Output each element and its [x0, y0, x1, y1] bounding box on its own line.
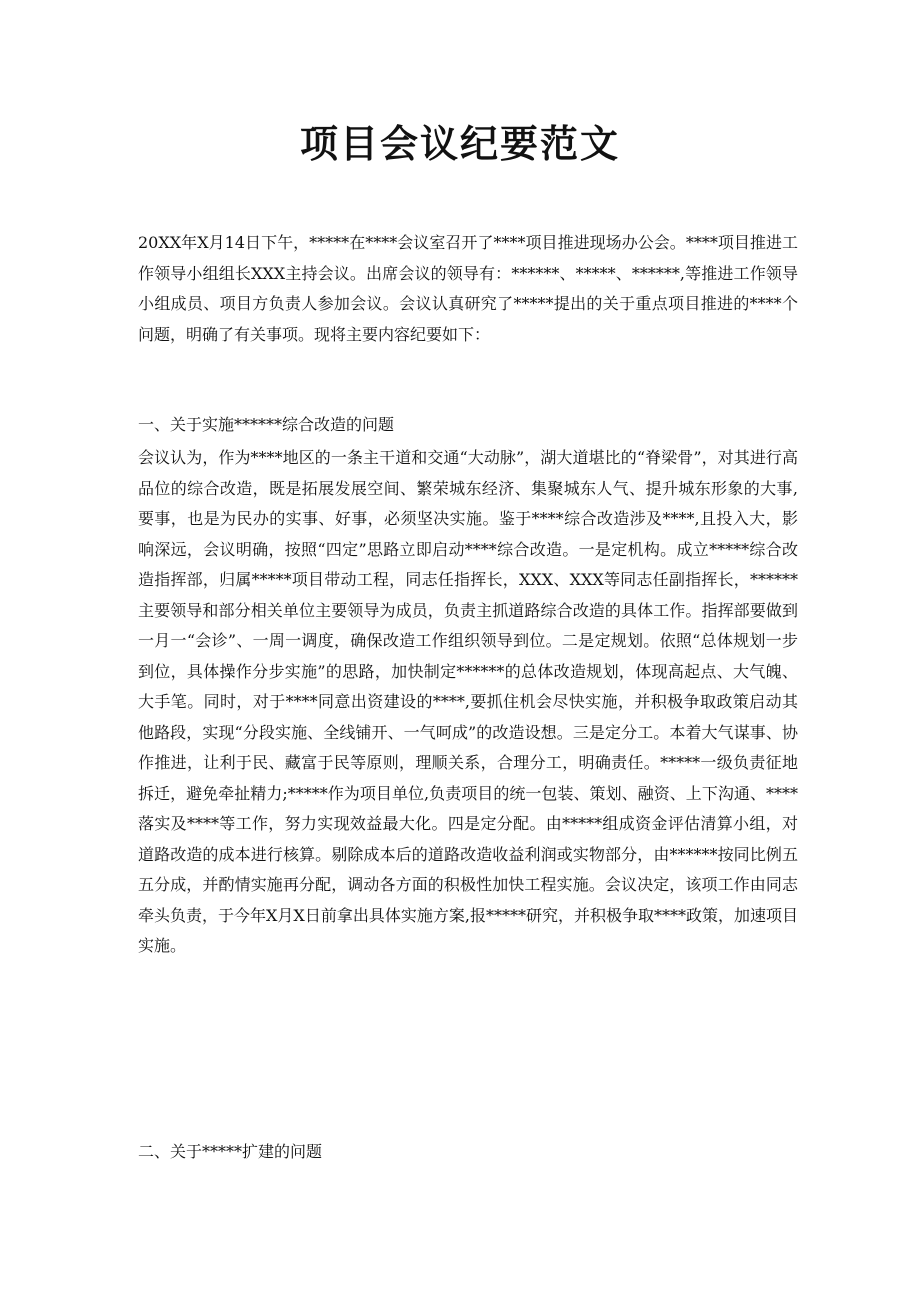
section-2-heading: 二、关于*****扩建的问题	[138, 1142, 323, 1161]
section-1-heading: 一、关于实施******综合改造的问题	[138, 415, 395, 434]
section-1-body: 会议认为，作为****地区的一条主干道和交通“大动脉”，湖大道堪比的“脊梁骨”，对其进行高品位的综合改造，既是拓展发展空间、繁荣城东经济、集聚城东人气、提升城东形象的大事,要事，也是为民办的实事、好事，必须坚决实施。鉴于****综合改造涉及****,且投入大，影响深远，会议明确，按照“四定”思路立即启动****综合改造。一是定机构。成立*****综合改造指挥部，归属*****项目带动工程，同志任指挥长，XXX、XXX等同志任副指挥长，******主要领导和部分相关单位主要领导为成员，负责主抓道路综合改造的具体工作。指挥部要做到一月一“会诊”、一周一调度，确保改造工作组织领导到位。二是定规划。依照“总体规划一步到位，具体操作分步实施”的思路，加快制定******的总体改造规划，体现高起点、大气魄、大手笔。同时，对于****同意出资建设的****,要抓住机会尽快实施，并积极争取政策启动其他路段，实现“分段实施、全线铺开、一气呵成”的改造设想。三是定分工。本着大气谋事、协作推进，让利于民、藏富于民等原则，理顺关系，合理分工，明确责任。*****一级负责征地拆迁，避免牵扯精力;*****作为项目单位,负责项目的统一包装、策划、融资、上下沟通、****落实及****等工作，努力实现效益最大化。四是定分配。由*****组成资金评估清算小组，对道路改造的成本进行核算。剔除成本后的道路改造收益利润或实物部分，由******按同比例五五分成，并酌情实施再分配，调动各方面的积极性加快工程实施。会议决定，该项工作由同志牵头负责，于今年X月X日前拿出具体实施方案,报*****研究，并积极争取****政策，加速项目实施。	[138, 448, 798, 955]
page-title: 项目会议纪要范文	[299, 121, 620, 166]
intro-paragraph: 20XX年X月14日下午，*****在****会议室召开了****项目推进现场办公会。****项目推进工作领导小组组长XXX主持会议。出席会议的领导有：******、*****、******,等推进工作领导小组成员、项目方负责人参加会议。会议认真研究了*****提出的关于重点项目推进的****个问题，明确了有关事项。现将主要内容纪要如下：	[138, 233, 798, 344]
